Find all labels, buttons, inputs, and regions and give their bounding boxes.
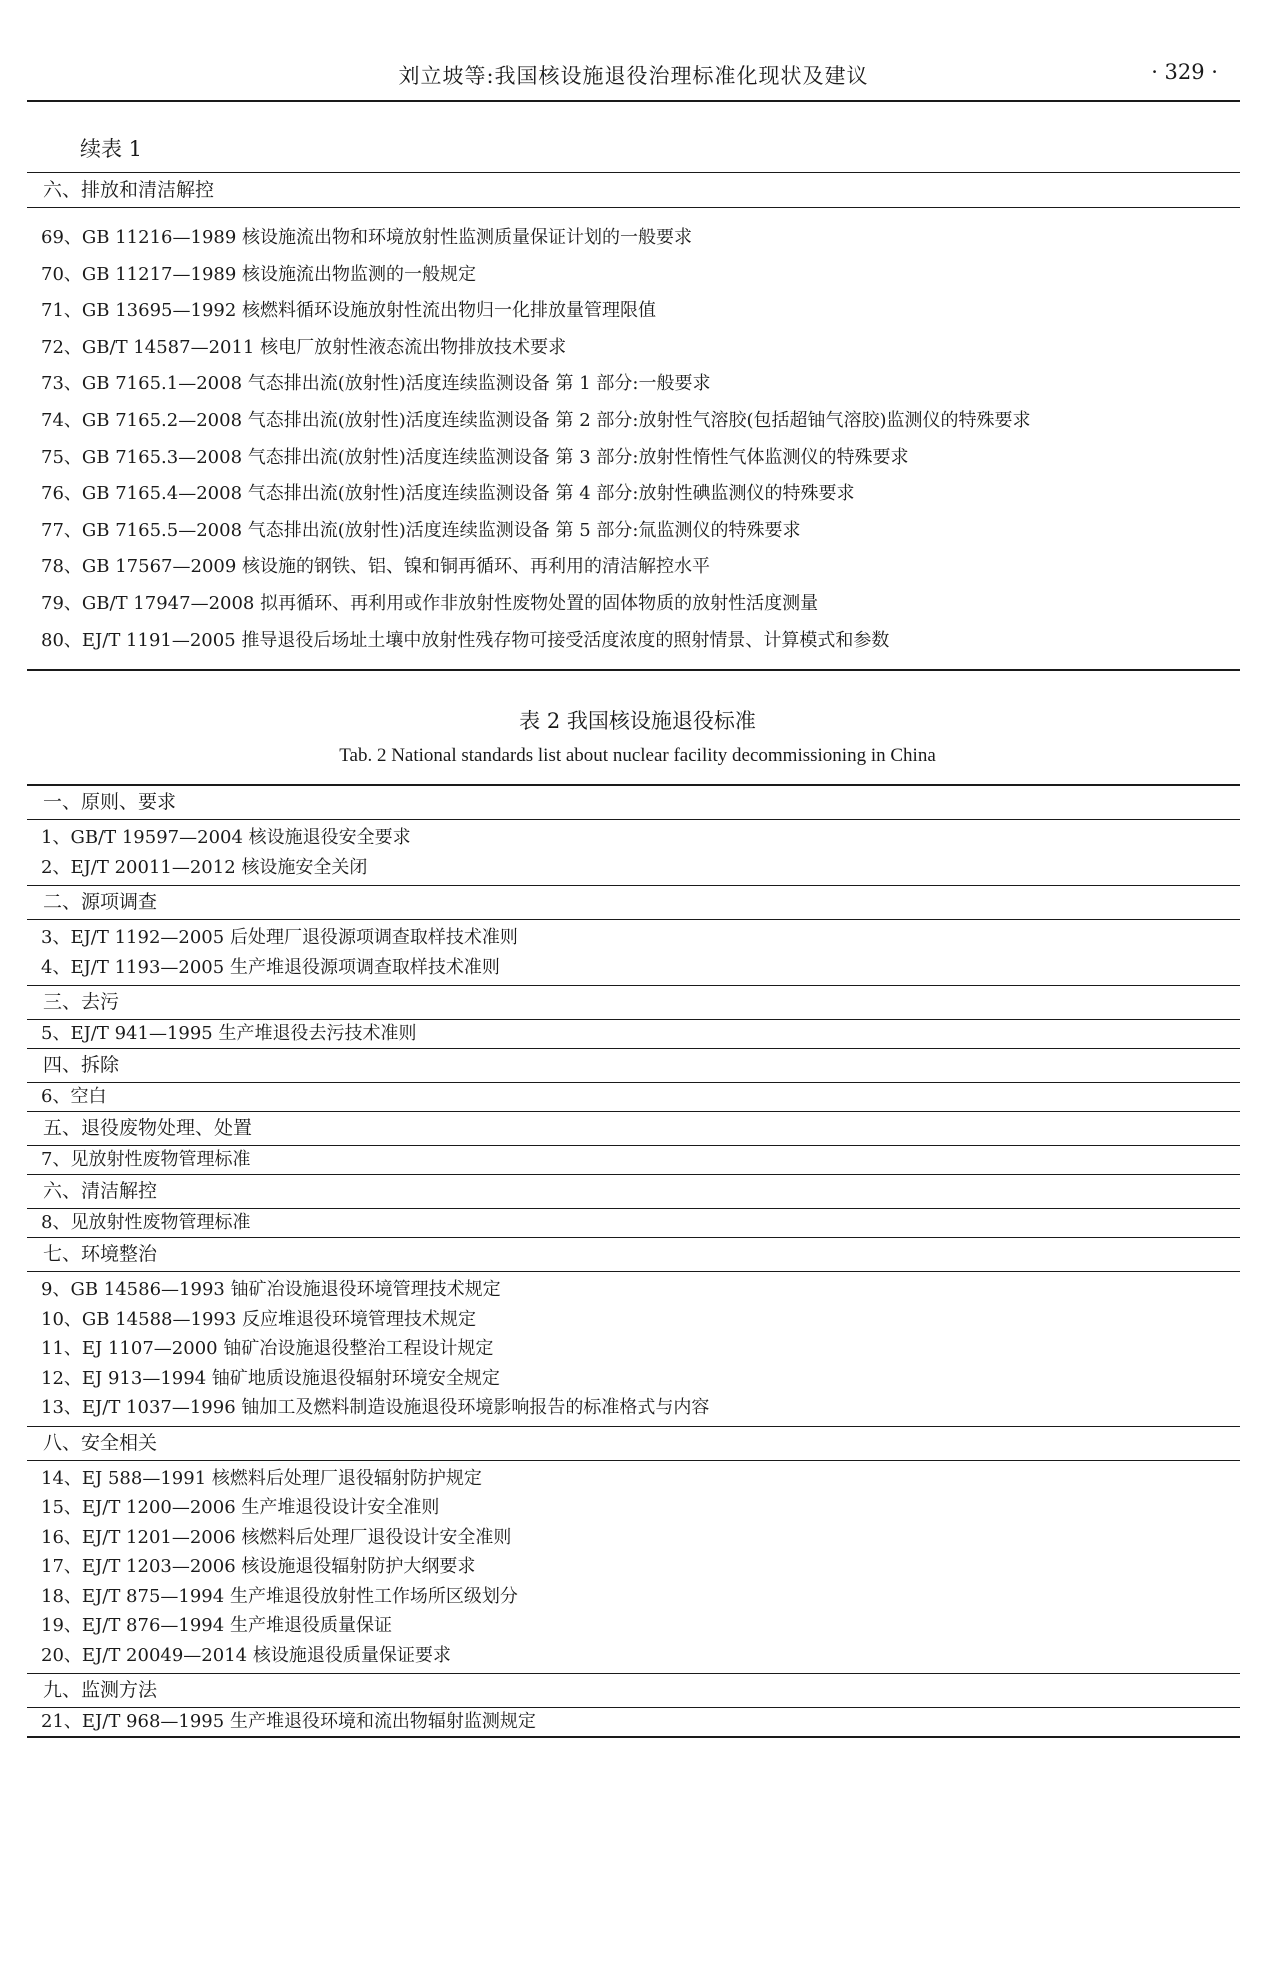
table2-subtitle: Tab. 2 National standards list about nuclear facility decommissioning in China xyxy=(339,745,936,766)
running-title: 刘立坡等:我国核设施退役治理标准化现状及建议 xyxy=(398,64,869,88)
section-heading: 八、安全相关 xyxy=(43,1431,158,1454)
running-header xyxy=(27,52,1240,102)
table-row: 7、见放射性废物管理标准 xyxy=(41,1149,251,1170)
table-row: 73、GB 7165.1—2008 气态排出流(放射性)活度连续监测设备 第 1 部分:一般要求 xyxy=(41,373,711,395)
table-row: 21、EJ/T 968—1995 生产堆退役环境和流出物辐射监测规定 xyxy=(41,1711,536,1732)
table-row: 5、EJ/T 941—1995 生产堆退役去污技术准则 xyxy=(41,1023,417,1044)
table2-title: 表 2 我国核设施退役标准 xyxy=(519,709,756,733)
section-heading: 五、退役废物处理、处置 xyxy=(43,1117,253,1139)
table-row: 6、空白 xyxy=(41,1086,107,1107)
table-row: 69、GB 11216—1989 核设施流出物和环境放射性监测质量保证计划的一般要求 xyxy=(41,227,693,248)
table-bottom-rule xyxy=(27,669,1240,671)
table-row: 20、EJ/T 20049—2014 核设施退役质量保证要求 xyxy=(41,1644,451,1666)
table-row: 1、GB/T 19597—2004 核设施退役安全要求 xyxy=(41,827,411,848)
table2-body xyxy=(27,786,1240,1736)
table-row: 70、GB 11217—1989 核设施流出物监测的一般规定 xyxy=(41,263,477,285)
table-row: 11、EJ 1107—2000 铀矿冶设施退役整治工程设计规定 xyxy=(41,1338,494,1359)
table-row: 16、EJ/T 1201—2006 核燃料后处理厂退役设计安全准则 xyxy=(41,1526,512,1548)
table-row: 19、EJ/T 876—1994 生产堆退役质量保证 xyxy=(41,1615,392,1636)
table-row: 76、GB 7165.4—2008 气态排出流(放射性)活度连续监测设备 第 4 部分:放射性碘监测仪的特殊要求 xyxy=(41,483,855,505)
table-row: 72、GB/T 14587—2011 核电厂放射性液态流出物排放技术要求 xyxy=(41,336,567,358)
table-row: 15、EJ/T 1200—2006 生产堆退役设计安全准则 xyxy=(41,1497,440,1518)
table1-continued xyxy=(27,172,1240,671)
table-row: 78、GB 17567—2009 核设施的钢铁、铝、镍和铜再循环、再利用的清洁解控水平 xyxy=(41,556,711,578)
table-row: 9、GB 14586—1993 铀矿冶设施退役环境管理技术规定 xyxy=(41,1279,501,1300)
section-heading: 一、原则、要求 xyxy=(43,791,177,813)
table-row: 8、见放射性废物管理标准 xyxy=(41,1212,251,1233)
section-heading: 六、清洁解控 xyxy=(43,1180,158,1202)
table-row: 12、EJ 913—1994 铀矿地质设施退役辐射环境安全规定 xyxy=(41,1367,500,1389)
table-row: 71、GB 13695—1992 核燃料循环设施放射性流出物归一化排放量管理限值 xyxy=(41,300,657,322)
table1-item-list xyxy=(27,220,1240,659)
table-row: 13、EJ/T 1037—1996 铀加工及燃料制造设施退役环境影响报告的标准格式与内容 xyxy=(41,1397,710,1418)
table1-continued-label: 续表 1 xyxy=(80,137,143,161)
table-row: 14、EJ 588—1991 核燃料后处理厂退役辐射防护规定 xyxy=(41,1467,482,1489)
table-row: 77、GB 7165.5—2008 气态排出流(放射性)活度连续监测设备 第 5 部分:氚监测仪的特殊要求 xyxy=(41,519,801,541)
table-row: 79、GB/T 17947—2008 拟再循环、再利用或作非放射性废物处置的固体物质的放射性活度测量 xyxy=(41,592,819,614)
section-heading: 四、拆除 xyxy=(43,1054,120,1076)
page-number: · 329 · xyxy=(1151,60,1218,84)
table-row: 80、EJ/T 1191—2005 推导退役后场址土壤中放射性残存物可接受活度浓度的照射情景、计算模式和参数 xyxy=(41,629,890,651)
table-row: 17、EJ/T 1203—2006 核设施退役辐射防护大纲要求 xyxy=(41,1556,476,1577)
table-row: 74、GB 7165.2—2008 气态排出流(放射性)活度连续监测设备 第 2 部分:放射性气溶胶(包括超铀气溶胶)监测仪的特殊要求 xyxy=(41,409,1031,431)
section-heading: 九、监测方法 xyxy=(43,1679,158,1701)
table-row: 10、GB 14588—1993 反应堆退役环境管理技术规定 xyxy=(41,1308,477,1330)
section-heading: 六、排放和清洁解控 xyxy=(43,179,215,201)
table-bottom-rule xyxy=(27,1736,1240,1738)
table-row: 4、EJ/T 1193—2005 生产堆退役源项调查取样技术准则 xyxy=(41,956,500,978)
table-row: 3、EJ/T 1192—2005 后处理厂退役源项调查取样技术准则 xyxy=(41,927,518,948)
table-row: 75、GB 7165.3—2008 气态排出流(放射性)活度连续监测设备 第 3 部分:放射性惰性气体监测仪的特殊要求 xyxy=(41,446,909,468)
table-row: 2、EJ/T 20011—2012 核设施安全关闭 xyxy=(41,856,368,878)
table2 xyxy=(27,784,1240,1738)
section-heading: 三、去污 xyxy=(43,991,120,1013)
table-row: 18、EJ/T 875—1994 生产堆退役放射性工作场所区级划分 xyxy=(41,1585,518,1607)
section-heading: 二、源项调查 xyxy=(43,891,158,913)
section-heading: 七、环境整治 xyxy=(43,1243,158,1265)
